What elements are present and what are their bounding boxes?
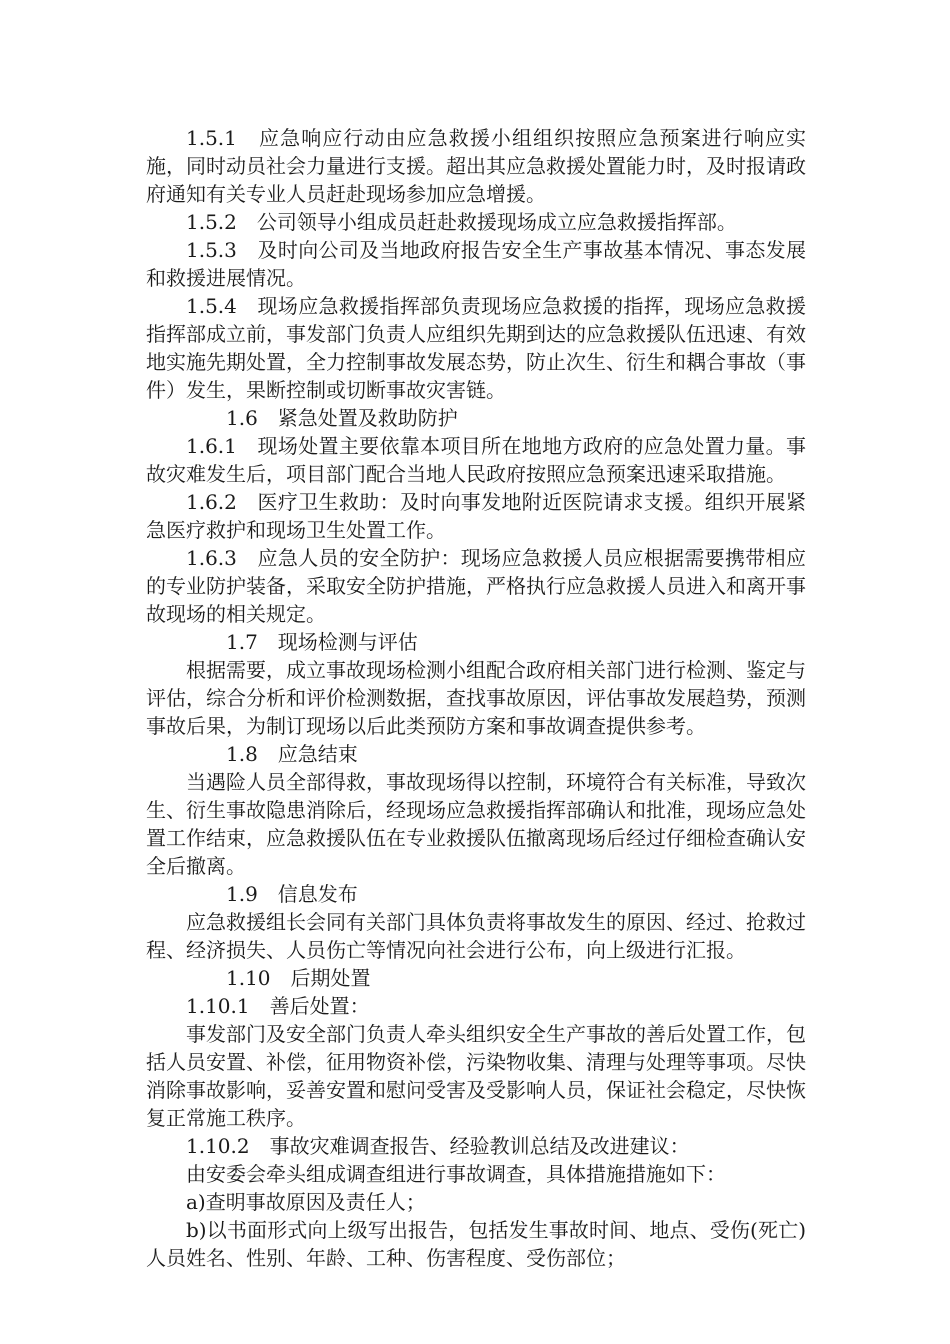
paragraph-1-10-2: 1.10.2 事故灾难调查报告、经验教训总结及改进建议： [186, 1134, 690, 1158]
paragraph-1-10-1-body: 事发部门及安全部门负责人牵头组织安全生产事故的善后处置工作，包括人员安置、补偿，征用物资补偿，污染物收集、清理与处理等事项。尽快消除事故影响，妥善安置和慰问受害及受影响人员，保证社会稳定，尽快恢复正常施工秩序。 [146, 1022, 806, 1130]
paragraph-1-10-1: 1.10.1 善后处置： [186, 994, 370, 1018]
paragraph-1-5-3: 1.5.3 及时向公司及当地政府报告安全生产事故基本情况、事态发展和救援进展情况。 [146, 238, 806, 290]
paragraph-1-9-body: 应急救援组长会同有关部门具体负责将事故发生的原因、经过、抢救过程、经济损失、人员伤亡等情况向社会进行公布，向上级进行汇报。 [146, 910, 806, 962]
paragraph-1-6-2: 1.6.2 医疗卫生救助：及时向事发地附近医院请求支援。组织开展紧急医疗救护和现场卫生处置工作。 [146, 490, 806, 542]
section-heading-1-8: 1.8 应急结束 [226, 742, 358, 766]
section-heading-1-7: 1.7 现场检测与评估 [226, 630, 418, 654]
paragraph-1-10-2-intro: 由安委会牵头组成调查组进行事故调查，具体措施措施如下： [186, 1162, 726, 1186]
list-item-b: b)以书面形式向上级写出报告，包括发生事故时间、地点、受伤(死亡)人员姓名、性别、年龄、工种、伤害程度、受伤部位； [146, 1218, 806, 1270]
paragraph-1-7-body: 根据需要，成立事故现场检测小组配合政府相关部门进行检测、鉴定与评估，综合分析和评价检测数据，查找事故原因，评估事故发展趋势，预测事故后果，为制订现场以后此类预防方案和事故调查提供参考。 [146, 658, 806, 738]
paragraph-1-6-3: 1.6.3 应急人员的安全防护：现场应急救援人员应根据需要携带相应的专业防护装备，采取安全防护措施，严格执行应急救援人员进入和离开事故现场的相关规定。 [146, 546, 806, 626]
section-heading-1-9: 1.9 信息发布 [226, 882, 358, 906]
list-item-a: a)查明事故原因及责任人； [186, 1190, 426, 1214]
paragraph-1-5-2: 1.5.2 公司领导小组成员赶赴救援现场成立应急救援指挥部。 [186, 210, 737, 234]
section-heading-1-10: 1.10 后期处置 [226, 966, 371, 990]
paragraph-1-5-4: 1.5.4 现场应急救援指挥部负责现场应急救援的指挥，现场应急救援指挥部成立前，事发部门负责人应组织先期到达的应急救援队伍迅速、有效地实施先期处置，全力控制事故发展态势，防止次生、衍生和耦合事故（事件）发生，果断控制或切断事故灾害链。 [146, 294, 806, 402]
paragraph-1-5-1: 1.5.1 应急响应行动由应急救援小组组织按照应急预案进行响应实施，同时动员社会力量进行支援。超出其应急救援处置能力时，及时报请政府通知有关专业人员赶赴现场参加应急增援。 [146, 126, 806, 206]
paragraph-1-8-body: 当遇险人员全部得救，事故现场得以控制，环境符合有关标准，导致次生、衍生事故隐患消除后，经现场应急救援指挥部确认和批准，现场应急处置工作结束，应急救援队伍在专业救援队伍撤离现场后经过仔细检查确认安全后撤离。 [146, 770, 806, 878]
paragraph-1-6-1: 1.6.1 现场处置主要依靠本项目所在地地方政府的应急处置力量。事故灾难发生后，项目部门配合当地人民政府按照应急预案迅速采取措施。 [146, 434, 806, 486]
section-heading-1-6: 1.6 紧急处置及救助防护 [226, 406, 458, 430]
document-body [146, 124, 806, 1272]
